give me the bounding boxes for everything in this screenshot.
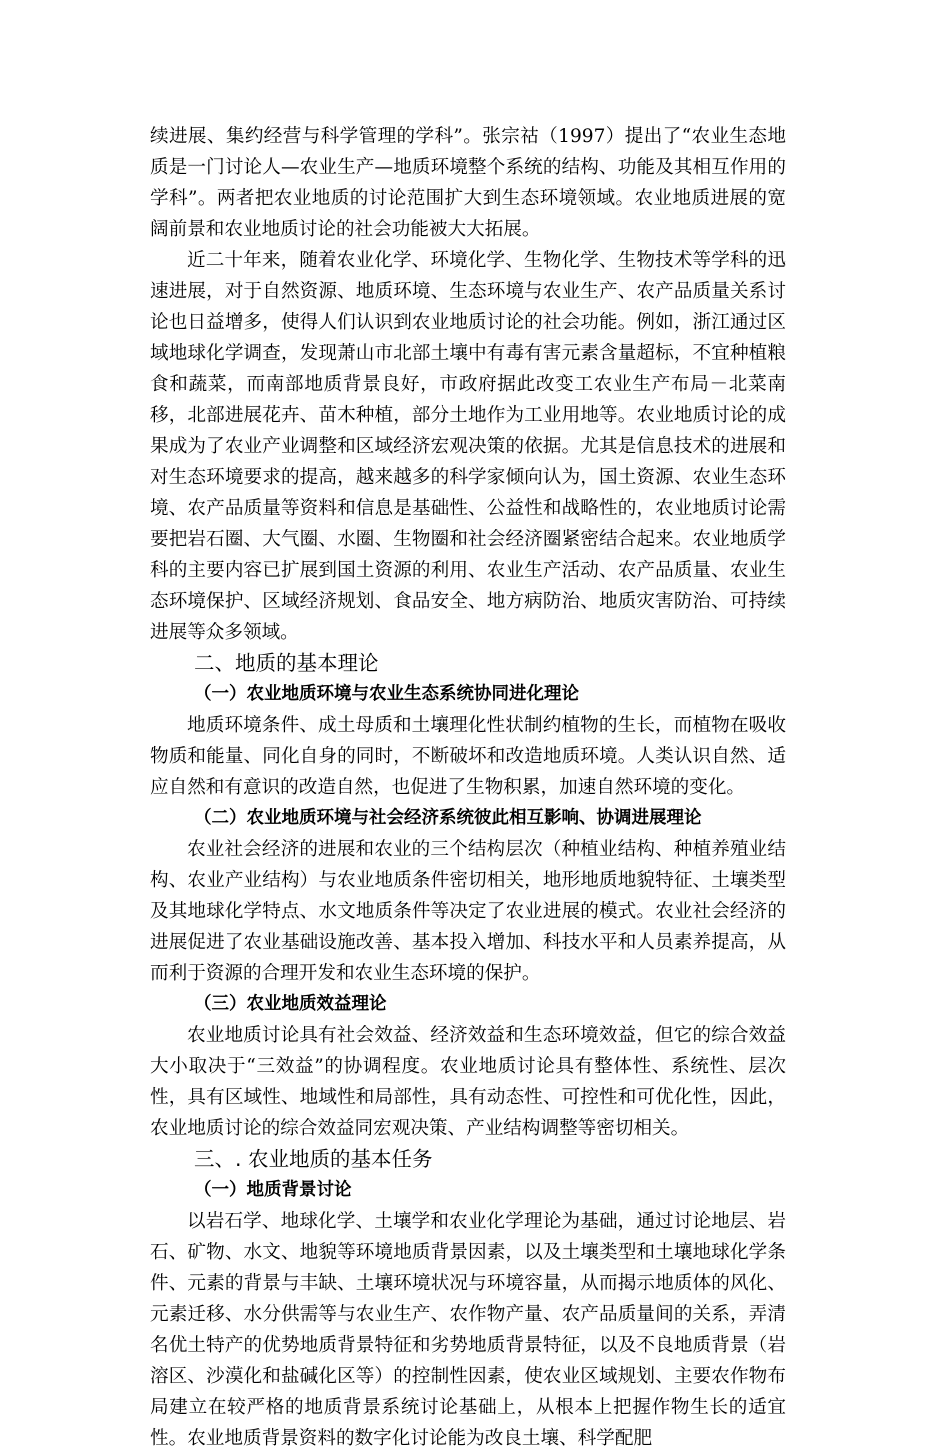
paragraph-2: 近二十年来，随着农业化学、环境化学、生物化学、生物技术等学科的迅速进展，对于自然资源、地质环境、生态环境与农业生产、农产品质量关系讨论也日益增多，使得人们认识到农业地质讨论的社会功能。例如，浙江通过区域地球化学调查，发现萧山市北部土壤中有毒有害元素含量超标，不宜种植粮食和蔬菜，而南部地质背景良好，市政府据此改变工农业生产布局－北菜南移，北部进展花卉、苗木种植，部分土地作为工业用地等。农业地质讨论的成果成为了农业产业调整和区域经济宏观决策的依据。尤其是信息技术的进展和对生态环境要求的提高，越来越多的科学家倾向认为，国土资源、农业生态环境、农产品质量等资料和信息是基础性、公益性和战略性的，农业地质讨论需要把岩石圈、大气圈、水圈、生物圈和社会经济圈紧密结合起来。农业地质学科的主要内容已扩展到国土资源的利用、农业生产活动、农产品质量、农业生态环境保护、区域经济规划、食品安全、地方病防治、地质灾害防治、可持续进展等众多领域。 xyxy=(150,250,786,643)
paragraph-5: 农业地质讨论具有社会效益、经济效益和生态环境效益，但它的综合效益大小取决于“三效益”的协调程度。农业地质讨论具有整体性、系统性、层次性，具有区域性、地域性和局部性，具有动态性、可控性和可优化性，因此，农业地质讨论的综合效益同宏观决策、产业结构调整等密切相关。 xyxy=(150,1025,786,1139)
paragraph-3: 地质环境条件、成土母质和土壤理化性状制约植物的生长，而植物在吸收物质和能量、同化自身的同时，不断破坏和改造地质环境。人类认识自然、适应自然和有意识的改造自然，也促进了生物积累，加速自然环境的变化。 xyxy=(150,715,786,798)
subsection-heading-2-3: （三）农业地质效益理论 xyxy=(194,994,387,1014)
paragraph-4: 农业社会经济的进展和农业的三个结构层次（种植业结构、种植养殖业结构、农业产业结构）与农业地质条件密切相关，地形地质地貌特征、土壤类型及其地球化学特点、水文地质条件等决定了农业进展的模式。农业社会经济的进展促进了农业基础设施改善、基本投入增加、科技水平和人员素养提高，从而利于资源的合理开发和农业生态环境的保护。 xyxy=(150,839,786,984)
document-page xyxy=(150,121,786,1454)
section-heading-2: 二、地质的基本理论 xyxy=(194,651,379,675)
section-heading-3: 三、. 农业地质的基本任务 xyxy=(194,1147,433,1171)
subsection-heading-2-2: （二）农业地质环境与社会经济系统彼此相互影响、协调进展理论 xyxy=(194,808,702,828)
subsection-heading-3-1: （一）地质背景讨论 xyxy=(194,1180,352,1200)
paragraph-6: 以岩石学、地球化学、土壤学和农业化学理论为基础，通过讨论地层、岩石、矿物、水文、地貌等环境地质背景因素，以及土壤类型和土壤地球化学条件、元素的背景与丰缺、土壤环境状况与环境容量，从而揭示地质体的风化、元素迁移、水分供需等与农业生产、农作物产量、农产品质量间的关系，弄清名优土特产的优势地质背景特征和劣势地质背景特征，以及不良地质背景（岩溶区、沙漠化和盐碱化区等）的控制性因素，使农业区域规划、主要农作物布局建立在较严格的地质背景系统讨论基础上，从根本上把握作物生长的适宜性。农业地质背景资料的数字化讨论能为改良土壤、科学配肥 xyxy=(150,1211,786,1449)
subsection-heading-2-1: （一）农业地质环境与农业生态系统协同进化理论 xyxy=(194,684,579,704)
paragraph-1: 续进展、集约经营与科学管理的学科”。张宗祜（1997）提出了“农业生态地质是一门讨论人—农业生产—地质环境整个系统的结构、功能及其相互作用的学科”。两者把农业地质的讨论范围扩大到生态环境领域。农业地质进展的宽阔前景和农业地质讨论的社会功能被大大拓展。 xyxy=(150,126,786,240)
